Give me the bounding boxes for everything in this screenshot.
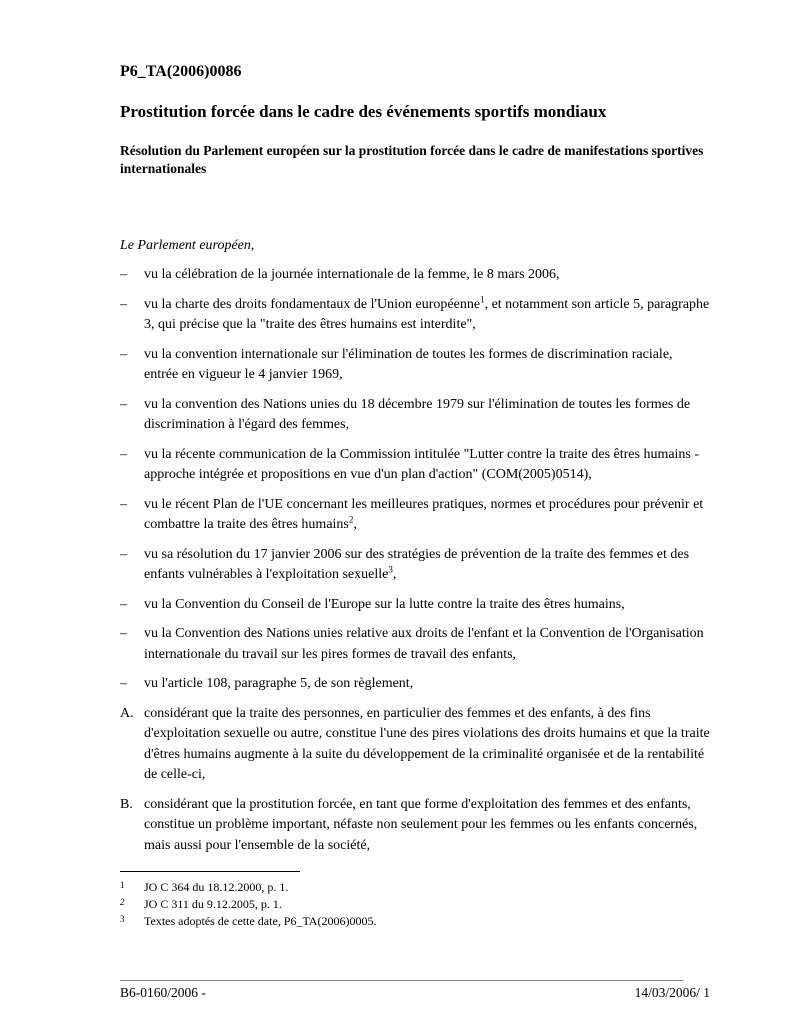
recital-item — [120, 704, 710, 786]
footnote-reference: 3 — [388, 564, 393, 575]
footer-rule — [120, 980, 683, 981]
item-text: vu la convention des Nations unies du 18 décembre 1979 sur l'élimination de toutes les formes de discrimination à l'égard des femmes, — [144, 396, 691, 432]
item-marker: – — [120, 626, 127, 641]
item-text: vu l'article 108, paragraphe 5, de son règlement, — [144, 676, 414, 691]
item-marker: A. — [120, 705, 134, 721]
footnotes-list — [120, 879, 710, 930]
item-text: vu le récent Plan de l'UE concernant les meilleures pratiques, normes et procédures pour prévenir et combattre la traite des êtres humains$^2$, — [144, 496, 704, 532]
page-footer — [120, 980, 710, 1002]
recitals-list — [120, 704, 710, 857]
footnotes-section — [120, 871, 710, 930]
item-marker: – — [120, 346, 127, 362]
item-marker: – — [120, 396, 127, 412]
footnote-text: JO C 311 du 9.12.2005, p. 1. — [144, 897, 282, 911]
citation-item — [120, 595, 710, 616]
footnote-marker: 2 — [120, 897, 125, 907]
item-marker: – — [120, 496, 127, 512]
citation-item — [120, 445, 710, 486]
footnote-reference: 1 — [480, 293, 485, 304]
page-subtitle: Résolution du Parlement européen sur la prostitution forcée dans le cadre de manifestations sportives internationales — [120, 143, 704, 176]
document-content — [120, 62, 710, 930]
citation-item — [120, 545, 710, 586]
item-marker: – — [120, 446, 127, 462]
item-text: vu la récente communication de la Commission intitulée "Lutter contre la traite des êtres humains - approche intégrée et propositions en vue d'un plan d'action" (COM(2005)0514), — [144, 446, 700, 482]
footer-date-page: 14/03/2006/ 1 — [634, 985, 710, 1000]
item-marker: – — [120, 676, 127, 691]
footnote-item — [120, 896, 710, 913]
citation-item — [120, 674, 710, 695]
item-text: vu la convention internationale sur l'élimination de toutes les formes de discrimination raciale, entrée en vigueur le 4 janvier 1969, — [144, 346, 673, 382]
intro-line: Le Parlement européen, — [120, 238, 255, 253]
citation-item — [120, 495, 710, 536]
item-marker: B. — [120, 796, 133, 812]
footnote-reference: 2 — [348, 514, 354, 525]
item-marker: – — [120, 596, 127, 612]
footer-doc-reference: B6-0160/2006 - — [120, 985, 206, 1000]
footer-row — [120, 984, 710, 1002]
item-marker: – — [120, 296, 127, 312]
footnote-separator — [120, 871, 300, 872]
citation-item — [120, 265, 710, 286]
item-text: considérant que la prostitution forcée, en tant que forme d'exploitation des femmes et des enfants, constitue un problème important, néfaste non seulement pour les femmes ou les enfants concernés, mais aussi pour l'ensemble de la société, — [144, 796, 698, 853]
item-marker: – — [120, 546, 127, 562]
footnote-item — [120, 913, 710, 930]
footnote-text: Textes adoptés de cette date, P6_TA(2006)0005. — [144, 914, 377, 928]
footnote-item — [120, 879, 710, 896]
citation-item — [120, 395, 710, 436]
item-text: vu la Convention des Nations unies relative aux droits de l'enfant et la Convention de l'Organisation internationale du travail sur les pires formes de travail des enfants, — [144, 626, 704, 662]
item-text: considérant que la traite des personnes, en particulier des femmes et des enfants, à des fins d'exploitation sexuelle ou autre, constitue l'une des pires violations des droits humains et que la traite d'êtres humains augmente à la suite du développement de la criminalité organisée et de la rentabilité de celle-ci, — [144, 705, 710, 782]
item-marker: – — [120, 267, 127, 282]
page-title: Prostitution forcée dans le cadre des événements sportifs mondiaux — [120, 102, 607, 121]
recital-item — [120, 795, 710, 857]
item-text: vu la Convention du Conseil de l'Europe sur la lutte contre la traite des êtres humains, — [144, 596, 625, 612]
citation-item — [120, 624, 710, 665]
item-text: vu sa résolution du 17 janvier 2006 sur des stratégies de prévention de la traite des femmes et des enfants vulnérables à l'exploitation sexuelle$^3$, — [144, 546, 690, 582]
footnote-marker: 1 — [120, 880, 125, 890]
item-text: vu la charte des droits fondamentaux de l'Union européenne$^1$, et notamment son article 5, paragraphe 3, qui précise que la "traite des êtres humains est interdite", — [144, 293, 710, 332]
doc-number: P6_TA(2006)0086 — [120, 63, 242, 80]
citation-item — [120, 295, 710, 336]
footnote-marker: 3 — [120, 914, 125, 924]
citation-item — [120, 345, 710, 386]
item-text: vu la célébration de la journée internationale de la femme, le 8 mars 2006, — [144, 267, 560, 282]
footnote-text: JO C 364 du 18.12.2000, p. 1. — [144, 880, 289, 894]
citations-list — [120, 265, 710, 695]
